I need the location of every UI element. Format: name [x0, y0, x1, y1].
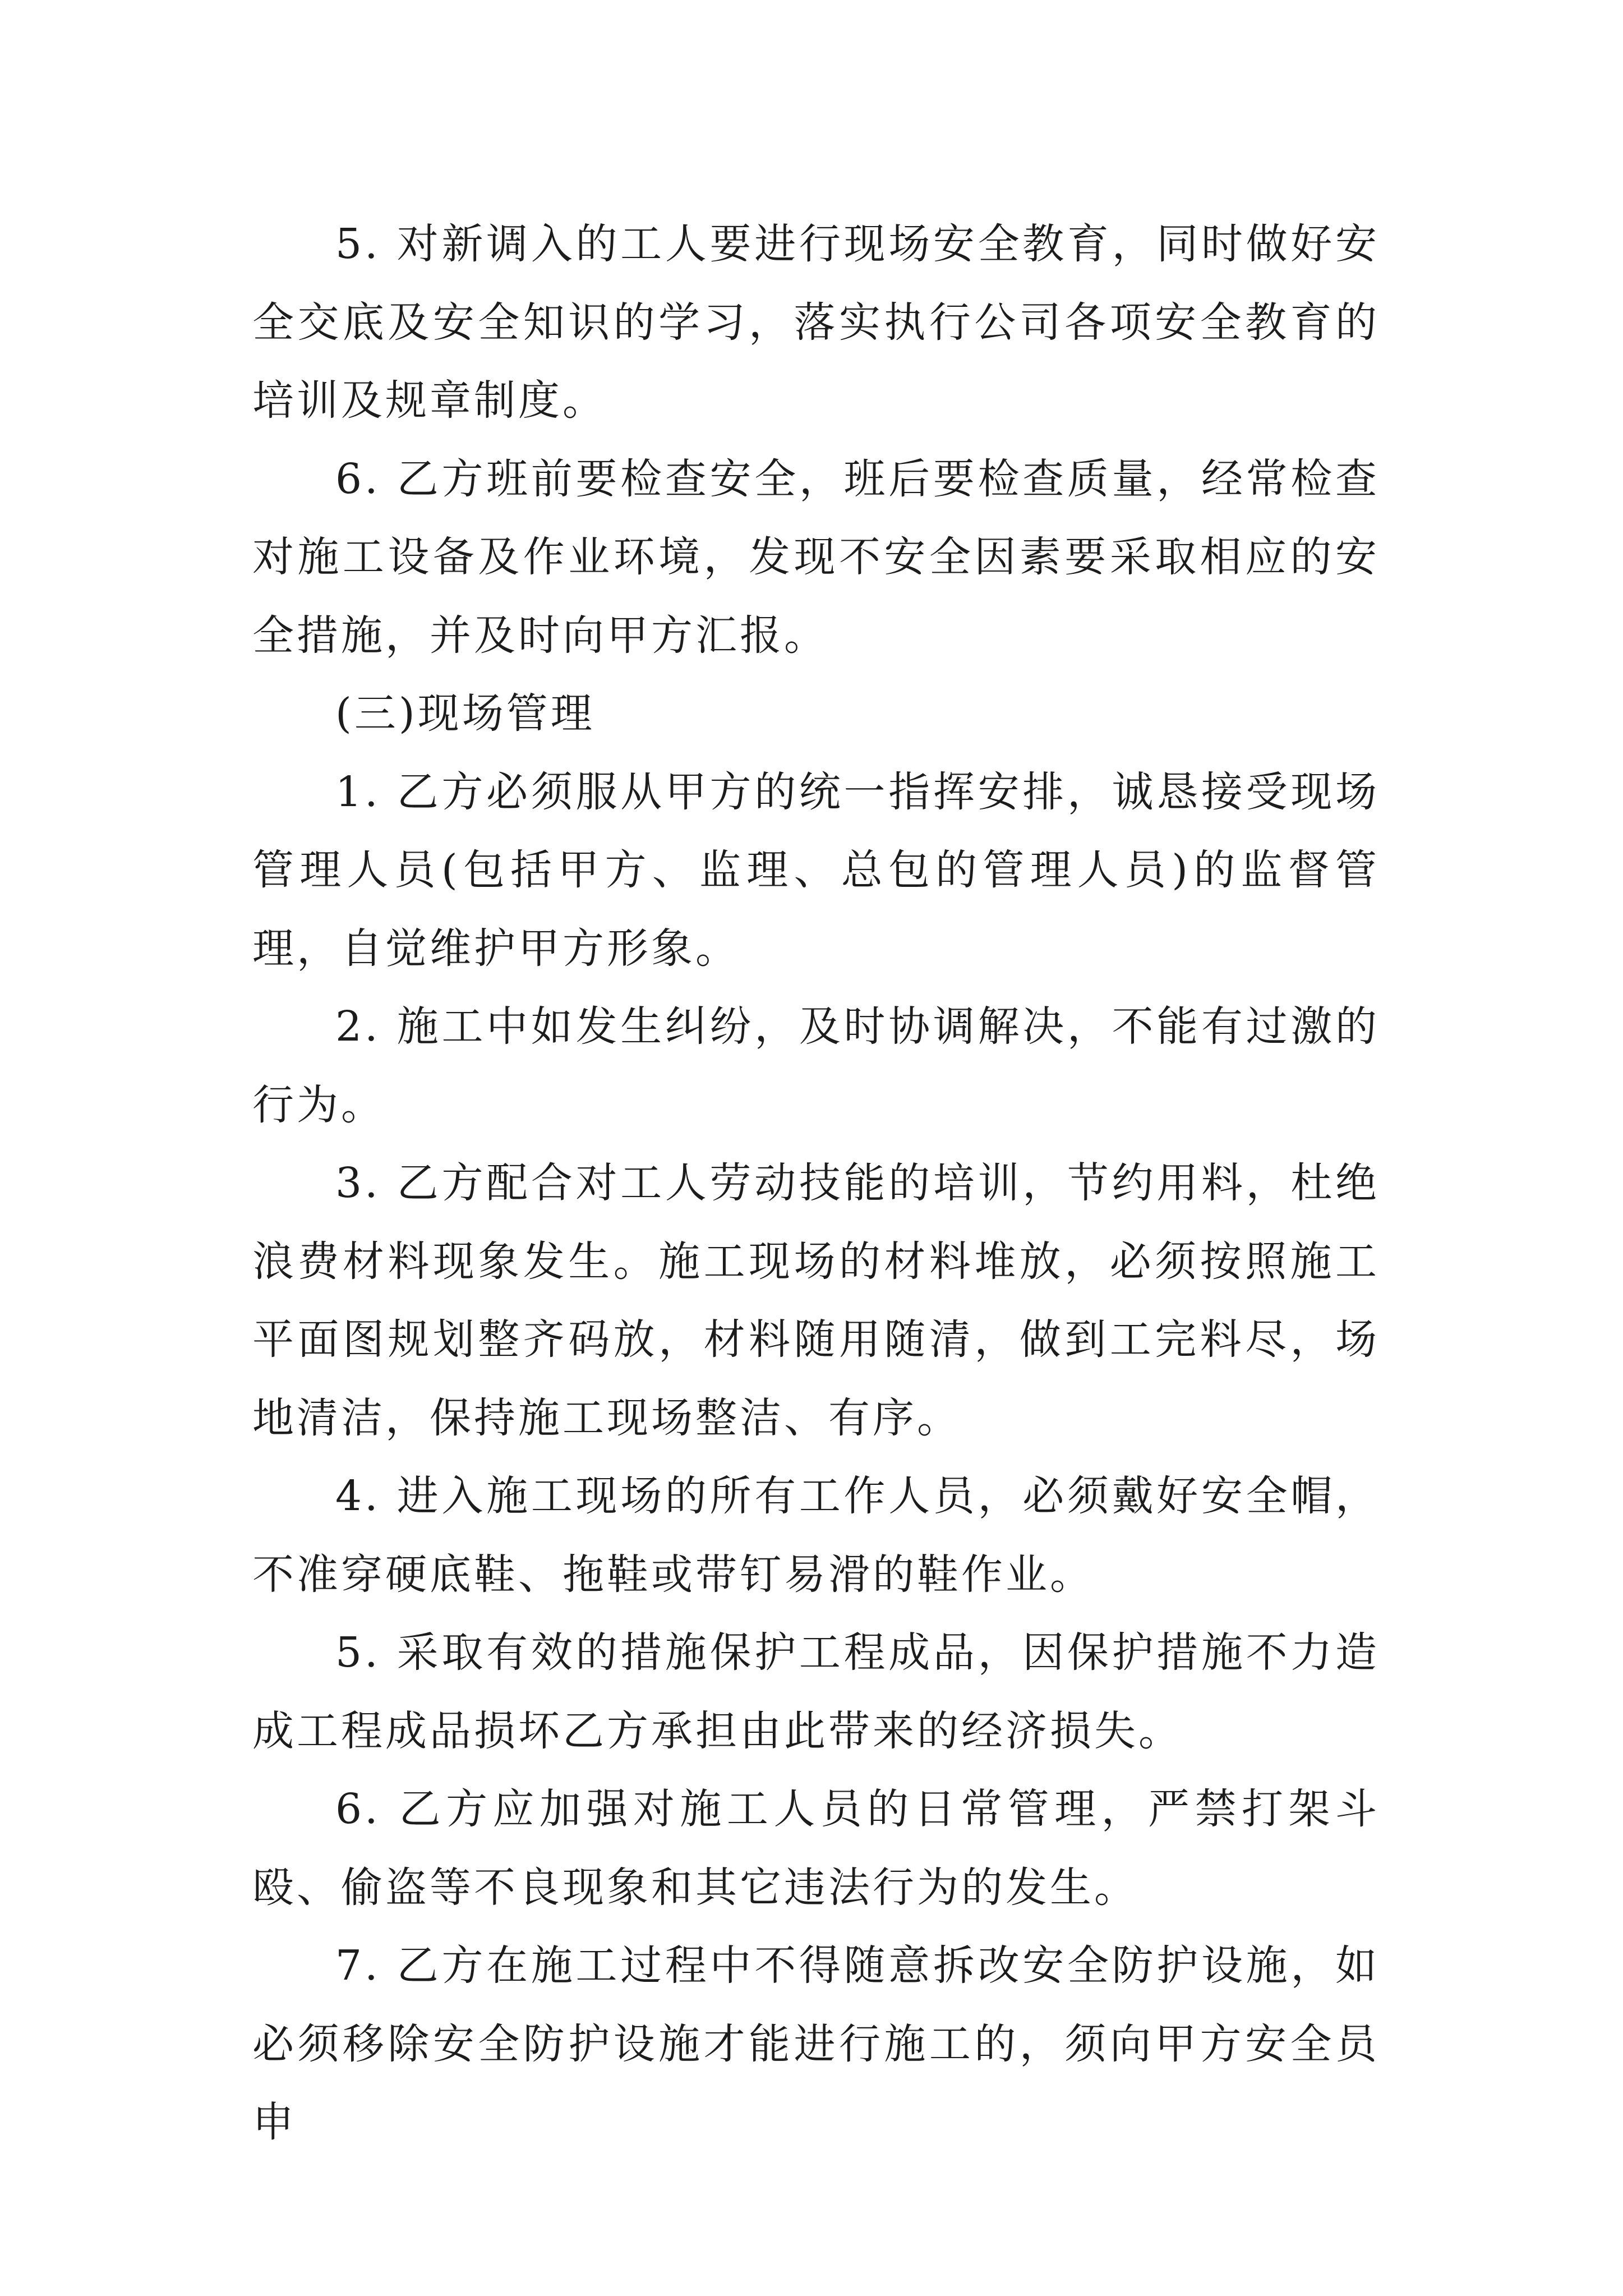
document-body: [252, 205, 1380, 2162]
paragraph-item-1-obey-command: 1. 乙方必须服从甲方的统一指挥安排，诚恳接受现场管理人员(包括甲方、监理、总包的管理人员)的监督管理，自觉维护甲方形象。: [252, 767, 1380, 973]
paragraph-item-5-protect-products: 5. 采取有效的措施保护工程成品，因保护措施不力造成工程成品损坏乙方承担由此带来的经济损失。: [252, 1628, 1380, 1755]
paragraph-item-3-materials: 3. 乙方配合对工人劳动技能的培训，节约用料，杜绝浪费材料现象发生。施工现场的材料堆放，必须按照施工平面图规划整齐码放，材料随用随清，做到工完料尽，场地清洁，保持施工现场整洁、有序。: [252, 1159, 1380, 1442]
paragraph-item-2-disputes: 2. 施工中如发生纠纷，及时协调解决，不能有过激的行为。: [252, 1002, 1380, 1129]
paragraph-item-5-new-workers: 5. 对新调入的工人要进行现场安全教育，同时做好安全交底及安全知识的学习，落实执行公司各项安全教育的培训及规章制度。: [252, 220, 1380, 425]
paragraph-item-6-safety-check: 6. 乙方班前要检查安全，班后要检查质量，经常检查对施工设备及作业环境，发现不安全因素要采取相应的安全措施，并及时向甲方汇报。: [252, 454, 1380, 660]
paragraph-item-6-daily-management: 6. 乙方应加强对施工人员的日常管理，严禁打架斗殴、偷盗等不良现象和其它违法行为的发生。: [252, 1785, 1380, 1912]
paragraph-item-7-protective-facilities: 7. 乙方在施工过程中不得随意拆改安全防护设施，如必须移除安全防护设施才能进行施工的，须向甲方安全员申: [252, 1941, 1380, 2146]
section-heading-site-management: (三)现场管理: [335, 689, 595, 738]
paragraph-item-4-helmets: 4. 进入施工现场的所有工作人员，必须戴好安全帽，不准穿硬底鞋、拖鞋或带钉易滑的鞋作业。: [252, 1472, 1380, 1599]
